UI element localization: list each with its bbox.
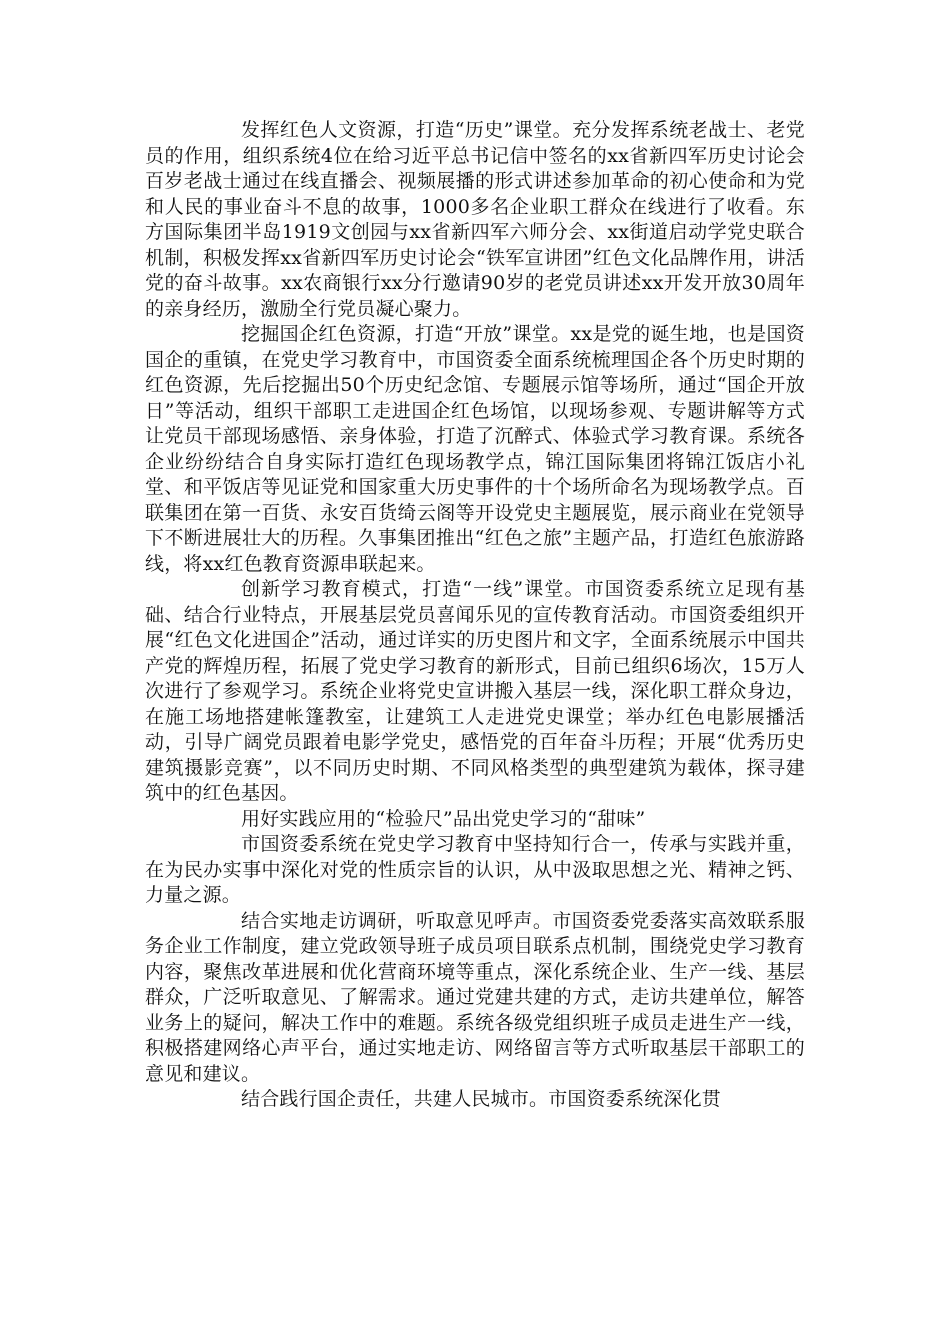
paragraph-open-classroom: 挖掘国企红色资源，打造“开放”课堂。xx是党的诞生地，也是国资国企的重镇，在党史学习教育中，市国资委全面系统梳理国企各个历史时期的红色资源，先后挖掘出50个历史纪念馆、专题展示馆等场所，通过“国企开放日”等活动，组织干部职工走进国企红色场馆，以现场参观、专题讲解等方式让党员干部现场感悟、亲身体验，打造了沉醉式、体验式学习教育课。系统各企业纷纷结合自身实际打造红色现场教学点，锦江国际集团将锦江饭店小礼堂、和平饭店等见证党和国家重大历史事件的十个场所命名为现场教学点。百联集团在第一百货、永安百货绮云阁等开设党史主题展览，展示商业在党领导下不断进展壮大的历程。久事集团推出“红色之旅”主题产品，打造红色旅游路线，将xx红色教育资源串联起来。 bbox=[145, 323, 805, 575]
paragraph-frontline-classroom: 创新学习教育模式，打造“一线”课堂。市国资委系统立足现有基础、结合行业特点，开展基层党员喜闻乐见的宣传教育活动。市国资委组织开展“红色文化进国企”活动，通过详实的历史图片和文字，全面系统展示中国共产党的辉煌历程，拓展了党史学习教育的新形式，目前已组织6场次，15万人次进行了参观学习。系统企业将党史宣讲搬入基层一线，深化职工群众身边，在施工场地搭建帐篷教室，让建筑工人走进党史课堂；举办红色电影展播活动，引导广阔党员跟着电影学党史，感悟党的百年奋斗历程；开展“优秀历史建筑摄影竞赛”，以不同历史时期、不同风格类型的典型建筑为载体，探寻建筑中的红色基因。 bbox=[145, 578, 805, 804]
paragraph-knowledge-action: 市国资委系统在党史学习教育中坚持知行合一，传承与实践并重，在为民办实事中深化对党的性质宗旨的认识，从中汲取思想之光、精神之钙、力量之源。 bbox=[145, 833, 805, 906]
section-heading: 用好实践应用的“检验尺”品出党史学习的“甜味” bbox=[241, 807, 646, 830]
paragraph-history-classroom: 发挥红色人文资源，打造“历史”课堂。充分发挥系统老战士、老党员的作用，组织系统4位在给习近平总书记信中签名的xx省新四军历史讨论会百岁老战士通过在线直播会、视频展播的形式讲述参加革命的初心使命和为党和人民的事业奋斗不息的故事，1000多名企业职工群众在线进行了收看。东方国际集团半岛1919文创园与xx省新四军六师分会、xx街道启动学党史联合机制，积极发挥xx省新四军历史讨论会“铁军宣讲团”红色文化品牌作用，讲活党的奋斗故事。xx农商银行xx分行邀请90岁的老党员讲述xx开发开放30周年的亲身经历，激励全行党员凝心聚力。 bbox=[145, 119, 805, 320]
paragraph-field-visits: 结合实地走访调研，听取意见呼声。市国资委党委落实高效联系服务企业工作制度，建立党政领导班子成员项目联系点机制，围绕党史学习教育内容，聚焦改革进展和优化营商环境等重点，深化系统企业、生产一线、基层群众，广泛听取意见、了解需求。通过党建共建的方式，走访共建单位，解答业务上的疑问，解决工作中的难题。系统各级党组织班子成员走进生产一线，积极搭建网络心声平台，通过实地走访、网络留言等方式听取基层干部职工的意见和建议。 bbox=[145, 909, 805, 1085]
paragraph-people-city: 结合践行国企责任，共建人民城市。市国资委系统深化贯 bbox=[241, 1088, 722, 1110]
document-body bbox=[145, 118, 805, 1113]
